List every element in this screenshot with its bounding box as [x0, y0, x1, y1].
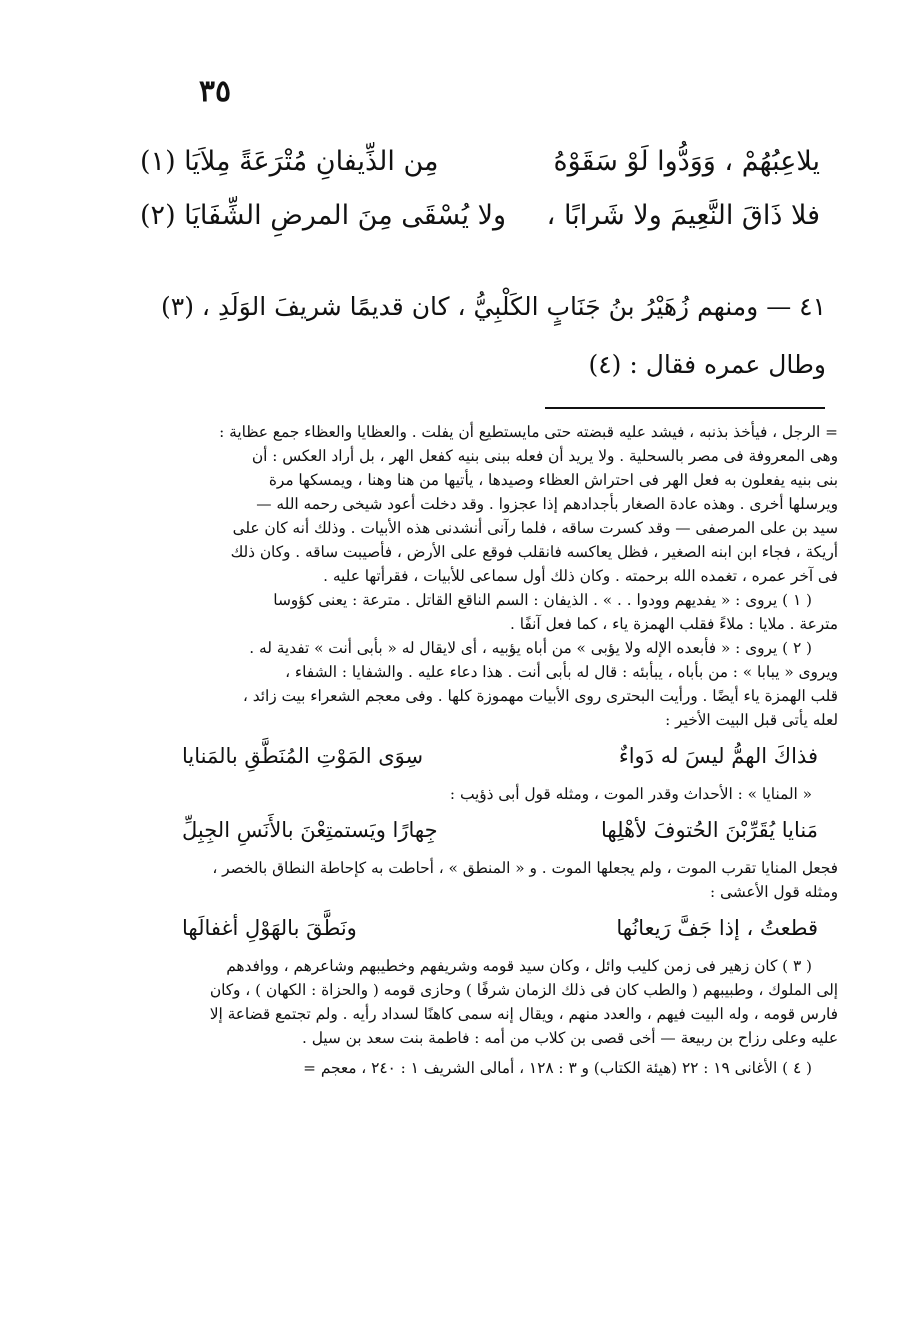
footnote-line: بنى بنيه يفعلون به فعل الهر فى احتراش العظاء وصيدها ، يأتيها من هنا وهنا ، ويمسكها مرة	[268, 471, 838, 489]
footnote-1	[92, 588, 838, 636]
verse-2-first-hemistich: فلا ذَاقَ النَّعِيمَ ولا شَرابًا ،	[546, 200, 820, 231]
quoted-verse-c	[92, 908, 838, 952]
footnote-line: ( ٢ ) يروى : « فأبعده الإله ولا يؤبى » من أباه يؤبيه ، أى لايقال له « بأبى أنت » تفدية له .	[249, 639, 812, 657]
footnote-2	[92, 636, 838, 732]
footnote-line: أريكة ، فجاء ابن ابنه الصغير ، فظل يعاكسه فانقلب فوقع على الأرض ، فأصيبت ساقه . وكان ذلك	[230, 543, 838, 561]
footnote-line: ( ٤ ) الأغانى ١٩ : ٢٢ (هيئة الكتاب) و ٣ : ١٢٨ ، أمالى الشريف ١ : ٢٤٠ ، معجم =	[303, 1059, 812, 1077]
quoted-verse-c-second: ونَطَّقَ بالهَوْلِ أغفالَها	[182, 916, 357, 940]
footnote-line: وهى المعروفة فى مصر بالسحلية . ولا يريد أن فعله ببنى بنيه كفعل الهر ، بل أراد العكس : أن	[251, 447, 838, 465]
quoted-verse-b-first: مَنايا يُقَرِّبْنَ الحُتوفَ لأهْلِها	[601, 818, 818, 842]
verse-1-first-hemistich: يلاعِبُهُمْ ، وَوَدُّوا لَوْ سَقَوْهُ	[553, 146, 820, 177]
footnote-separator	[545, 407, 825, 409]
footnote-4	[92, 1056, 838, 1080]
quoted-verse-a-second: سِوَى المَوْتِ المُنَطَّقِ بالمَنايا	[182, 744, 424, 768]
section-41-line-1: ٤١ — ومنهم زُهَيْرُ بنُ جَنَابٍ الكَلْبِيُّ ، كان قديمًا شريفَ الوَلَدِ ، (٣)	[161, 292, 826, 321]
footnote-line: سيد بن على المرصفى — وقد كسرت ساقه ، فلما رآنى أنشدنى هذه الأبيات . وذلك أنه كان على	[232, 519, 838, 537]
footnote-line: ويرسلها أخرى . وهذه عادة الصغار بأجدادهم إذا عجزوا . وقد دخلت أعود شيخى رحمه الله —	[256, 495, 838, 513]
footnote-3	[92, 954, 838, 1050]
section-41-paragraph	[150, 278, 826, 394]
footnote-line: فارس قومه ، وله البيت فيهم ، والعدد منهم ، ويقال إنه سمى كاهنًا لسداد رأيه . ولم تجتمع قضاعة إلا	[209, 1005, 838, 1023]
footnote-line: قلب الهمزة ياء أيضًا . ورأيت البحترى روى الأبيات مهموزة كلها . وفى معجم الشعراء بيت زائد ،	[242, 687, 838, 705]
verse-line-1	[140, 146, 820, 190]
footnote-continuation	[92, 420, 838, 588]
quoted-verse-b	[92, 810, 838, 854]
footnote-line: عليه وعلى رزاح بن ربيعة — أخى قصى بن كلاب من أمه : فاطمة بنت سعد بن سيل .	[301, 1029, 838, 1047]
footnote-2-gloss	[92, 782, 838, 806]
footnote-line: ومثله قول الأعشى :	[709, 883, 838, 901]
footnote-line: « المنايا » : الأحداث وقدر الموت ، ومثله قول أبى ذؤيب :	[449, 785, 812, 803]
verse-2-second-hemistich: ولا يُسْقَى مِنَ المرضِ الشِّفَايَا (٢)	[140, 200, 507, 231]
footnote-line: فى آخر عمره ، تغمده الله برحمته . وكان ذلك أول سماعى للأبيات ، فقرأتها عليه .	[323, 567, 838, 585]
footnote-line: = الرجل ، فيأخذ بذنبه ، فيشد عليه قبضته حتى مايستطيع أن يفلت . والعظايا والعظاء جمع عظاية :	[219, 423, 838, 441]
page-number: ٣٥	[198, 74, 232, 109]
footnote-line: إلى الملوك ، وطبيبهم ( والطب كان فى ذلك الزمان شرفًا ) وحازى قومه ( والحزاة : الكهان ) ، وكان	[209, 981, 838, 999]
quoted-verse-a	[92, 736, 838, 780]
section-41-line-2: وطال عمره فقال : (٤)	[588, 350, 826, 379]
footnote-2-commentary	[92, 856, 838, 904]
quoted-verse-a-first: فذاكَ الهمُّ ليسَ له دَواءٌ	[618, 744, 818, 768]
verse-1-second-hemistich: مِن الذِّيفانِ مُتْرَعَةً مِلاَيَا (١)	[140, 146, 439, 177]
footnote-line: ( ١ ) يروى : « يفديهم وودوا . . » . الذيفان : السم الناقع القاتل . مترعة : يعنى كؤوسا	[273, 591, 812, 609]
footnotes	[92, 420, 838, 1080]
verse-line-2	[140, 200, 820, 244]
quoted-verse-c-first: قطعتُ ، إذا جَفَّ رَيعانُها	[616, 916, 818, 940]
footnote-line: لعله يأتى قبل البيت الأخير :	[665, 711, 838, 729]
footnote-line: ( ٣ ) كان زهير فى زمن كليب وائل ، وكان سيد قومه وشريفهم وخطيبهم وشاعرهم ، ووافدهم	[226, 957, 812, 975]
footnote-line: فجعل المنايا تقرب الموت ، ولم يجعلها الموت . و « المنطق » ، أحاطت به كإحاطة النطاق بالخصر ،	[212, 859, 838, 877]
footnote-line: مترعة . ملايا : ملاءً فقلب الهمزة ياء ، كما فعل آنفًا .	[510, 615, 838, 633]
footnote-line: ويروى « يبابا » : من بأباه ، يبأبئه : قال له بأبى أنت . هذا دعاء عليه . والشفايا : الشفاء ،	[285, 663, 838, 681]
quoted-verse-b-second: جِهارًا ويَستمتِعْنَ بالأَنَسِ الجِبِلِّ	[182, 818, 438, 842]
